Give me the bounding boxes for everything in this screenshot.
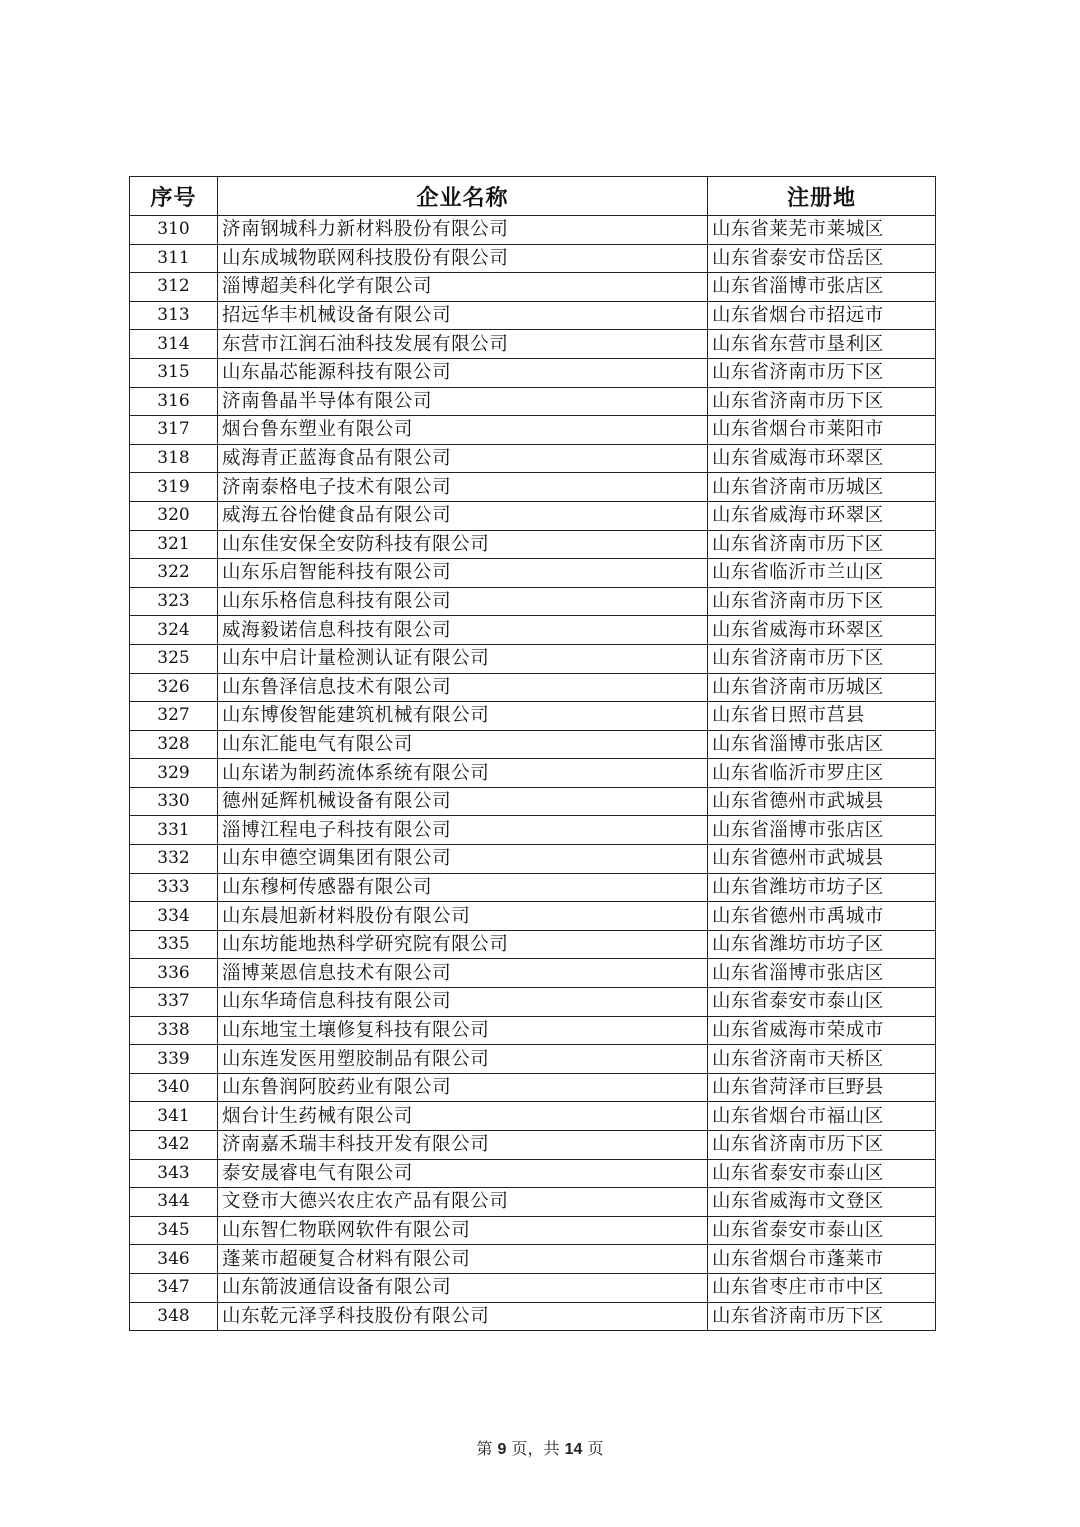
row-registered-location: 山东省济南市历下区 [708, 587, 936, 616]
row-registered-location: 山东省枣庄市市中区 [708, 1273, 936, 1302]
row-registered-location: 山东省济南市天桥区 [708, 1045, 936, 1074]
table-row [130, 1131, 936, 1160]
row-serial-number: 335 [130, 930, 218, 959]
row-company-name: 东营市江润石油科技发展有限公司 [218, 330, 708, 359]
table-row [130, 559, 936, 588]
table-header-row [130, 177, 936, 216]
row-registered-location: 山东省淄博市张店区 [708, 959, 936, 988]
row-serial-number: 347 [130, 1273, 218, 1302]
row-company-name: 山东汇能电气有限公司 [218, 730, 708, 759]
table-row [130, 501, 936, 530]
row-serial-number: 323 [130, 587, 218, 616]
row-registered-location: 山东省泰安市泰山区 [708, 988, 936, 1017]
row-registered-location: 山东省泰安市泰山区 [708, 1159, 936, 1188]
row-company-name: 山东申德空调集团有限公司 [218, 845, 708, 874]
footer-suffix: 页 [582, 1439, 604, 1458]
row-serial-number: 339 [130, 1045, 218, 1074]
row-serial-number: 326 [130, 673, 218, 702]
row-serial-number: 313 [130, 301, 218, 330]
row-registered-location: 山东省临沂市兰山区 [708, 559, 936, 588]
table-row [130, 702, 936, 731]
row-company-name: 山东中启计量检测认证有限公司 [218, 644, 708, 673]
row-registered-location: 山东省威海市文登区 [708, 1188, 936, 1217]
row-company-name: 文登市大德兴农庄农产品有限公司 [218, 1188, 708, 1217]
row-registered-location: 山东省莱芜市莱城区 [708, 216, 936, 245]
row-serial-number: 328 [130, 730, 218, 759]
row-company-name: 淄博超美科化学有限公司 [218, 273, 708, 302]
row-company-name: 威海青正蓝海食品有限公司 [218, 444, 708, 473]
row-company-name: 山东地宝土壤修复科技有限公司 [218, 1016, 708, 1045]
table-row [130, 416, 936, 445]
table-row [130, 1159, 936, 1188]
table-row [130, 730, 936, 759]
table-row [130, 1073, 936, 1102]
row-company-name: 山东诺为制药流体系统有限公司 [218, 759, 708, 788]
row-registered-location: 山东省淄博市张店区 [708, 730, 936, 759]
row-company-name: 山东乾元泽孚科技股份有限公司 [218, 1302, 708, 1331]
table-body [130, 216, 936, 1331]
table-row [130, 673, 936, 702]
table-row [130, 216, 936, 245]
row-serial-number: 342 [130, 1131, 218, 1160]
row-company-name: 淄博江程电子科技有限公司 [218, 816, 708, 845]
row-company-name: 山东鲁泽信息技术有限公司 [218, 673, 708, 702]
row-company-name: 威海毅诺信息科技有限公司 [218, 616, 708, 645]
table-row [130, 444, 936, 473]
row-serial-number: 340 [130, 1073, 218, 1102]
row-serial-number: 329 [130, 759, 218, 788]
row-serial-number: 320 [130, 501, 218, 530]
row-company-name: 山东连发医用塑胶制品有限公司 [218, 1045, 708, 1074]
table-row [130, 988, 936, 1017]
row-registered-location: 山东省泰安市岱岳区 [708, 244, 936, 273]
table-row [130, 273, 936, 302]
table-row [130, 902, 936, 931]
row-serial-number: 330 [130, 787, 218, 816]
row-serial-number: 332 [130, 845, 218, 874]
row-serial-number: 318 [130, 444, 218, 473]
row-company-name: 济南泰格电子技术有限公司 [218, 473, 708, 502]
row-serial-number: 315 [130, 358, 218, 387]
row-serial-number: 338 [130, 1016, 218, 1045]
footer-middle: 页，共 [506, 1439, 565, 1458]
table-row [130, 930, 936, 959]
row-registered-location: 山东省济南市历城区 [708, 673, 936, 702]
row-company-name: 山东智仁物联网软件有限公司 [218, 1216, 708, 1245]
table-row [130, 301, 936, 330]
row-registered-location: 山东省济南市历下区 [708, 530, 936, 559]
table-row [130, 1016, 936, 1045]
row-registered-location: 山东省德州市武城县 [708, 845, 936, 874]
table-row [130, 1045, 936, 1074]
header-serial-number: 序号 [130, 177, 218, 216]
row-serial-number: 324 [130, 616, 218, 645]
footer-page-number: 9 [497, 1441, 507, 1458]
row-registered-location: 山东省淄博市张店区 [708, 273, 936, 302]
header-company-name: 企业名称 [218, 177, 708, 216]
row-serial-number: 327 [130, 702, 218, 731]
row-serial-number: 319 [130, 473, 218, 502]
row-registered-location: 山东省威海市荣成市 [708, 1016, 936, 1045]
row-company-name: 山东晨旭新材料股份有限公司 [218, 902, 708, 931]
table-row [130, 530, 936, 559]
row-registered-location: 山东省济南市历下区 [708, 1131, 936, 1160]
row-registered-location: 山东省济南市历下区 [708, 644, 936, 673]
row-registered-location: 山东省威海市环翠区 [708, 444, 936, 473]
row-company-name: 威海五谷怡健食品有限公司 [218, 501, 708, 530]
table-row [130, 473, 936, 502]
row-registered-location: 山东省威海市环翠区 [708, 501, 936, 530]
row-registered-location: 山东省日照市莒县 [708, 702, 936, 731]
row-serial-number: 312 [130, 273, 218, 302]
table-row [130, 330, 936, 359]
table-row [130, 1188, 936, 1217]
row-serial-number: 311 [130, 244, 218, 273]
row-serial-number: 345 [130, 1216, 218, 1245]
row-registered-location: 山东省德州市禹城市 [708, 902, 936, 931]
row-serial-number: 325 [130, 644, 218, 673]
table-row [130, 358, 936, 387]
table-row [130, 587, 936, 616]
row-registered-location: 山东省东营市垦利区 [708, 330, 936, 359]
table-row [130, 1273, 936, 1302]
table-row [130, 1302, 936, 1331]
row-company-name: 山东穆柯传感器有限公司 [218, 873, 708, 902]
table-row [130, 845, 936, 874]
row-company-name: 泰安晟睿电气有限公司 [218, 1159, 708, 1188]
row-serial-number: 331 [130, 816, 218, 845]
row-company-name: 山东坊能地热科学研究院有限公司 [218, 930, 708, 959]
table-row [130, 1245, 936, 1274]
row-registered-location: 山东省烟台市福山区 [708, 1102, 936, 1131]
row-registered-location: 山东省济南市历城区 [708, 473, 936, 502]
row-company-name: 蓬莱市超硬复合材料有限公司 [218, 1245, 708, 1274]
table-row [130, 959, 936, 988]
row-registered-location: 山东省济南市历下区 [708, 1302, 936, 1331]
page-footer [0, 1436, 1080, 1459]
row-company-name: 山东博俊智能建筑机械有限公司 [218, 702, 708, 731]
header-registered-location: 注册地 [708, 177, 936, 216]
row-serial-number: 310 [130, 216, 218, 245]
row-registered-location: 山东省临沂市罗庄区 [708, 759, 936, 788]
row-serial-number: 316 [130, 387, 218, 416]
row-company-name: 山东鲁润阿胶药业有限公司 [218, 1073, 708, 1102]
row-company-name: 烟台计生药械有限公司 [218, 1102, 708, 1131]
row-serial-number: 314 [130, 330, 218, 359]
table-row [130, 244, 936, 273]
row-serial-number: 334 [130, 902, 218, 931]
row-company-name: 济南钢城科力新材料股份有限公司 [218, 216, 708, 245]
row-serial-number: 346 [130, 1245, 218, 1274]
row-serial-number: 322 [130, 559, 218, 588]
table-row [130, 787, 936, 816]
table-row [130, 759, 936, 788]
row-registered-location: 山东省泰安市泰山区 [708, 1216, 936, 1245]
row-registered-location: 山东省烟台市莱阳市 [708, 416, 936, 445]
footer-total-pages: 14 [564, 1441, 583, 1458]
table-row [130, 387, 936, 416]
row-serial-number: 333 [130, 873, 218, 902]
table-row [130, 616, 936, 645]
row-serial-number: 343 [130, 1159, 218, 1188]
row-registered-location: 山东省潍坊市坊子区 [708, 930, 936, 959]
row-company-name: 济南鲁晶半导体有限公司 [218, 387, 708, 416]
row-company-name: 德州延辉机械设备有限公司 [218, 787, 708, 816]
row-serial-number: 336 [130, 959, 218, 988]
row-serial-number: 337 [130, 988, 218, 1017]
row-serial-number: 317 [130, 416, 218, 445]
row-company-name: 山东箭波通信设备有限公司 [218, 1273, 708, 1302]
row-company-name: 山东华琦信息科技有限公司 [218, 988, 708, 1017]
row-registered-location: 山东省淄博市张店区 [708, 816, 936, 845]
row-company-name: 山东晶芯能源科技有限公司 [218, 358, 708, 387]
table-row [130, 816, 936, 845]
row-company-name: 淄博莱恩信息技术有限公司 [218, 959, 708, 988]
table-row [130, 644, 936, 673]
row-registered-location: 山东省德州市武城县 [708, 787, 936, 816]
row-registered-location: 山东省济南市历下区 [708, 387, 936, 416]
row-company-name: 济南嘉禾瑞丰科技开发有限公司 [218, 1131, 708, 1160]
row-serial-number: 321 [130, 530, 218, 559]
row-serial-number: 341 [130, 1102, 218, 1131]
row-company-name: 山东乐启智能科技有限公司 [218, 559, 708, 588]
table-row [130, 1102, 936, 1131]
row-registered-location: 山东省济南市历下区 [708, 358, 936, 387]
row-company-name: 烟台鲁东塑业有限公司 [218, 416, 708, 445]
row-registered-location: 山东省烟台市蓬莱市 [708, 1245, 936, 1274]
enterprise-table [129, 176, 936, 1331]
row-registered-location: 山东省菏泽市巨野县 [708, 1073, 936, 1102]
row-registered-location: 山东省潍坊市坊子区 [708, 873, 936, 902]
row-registered-location: 山东省烟台市招远市 [708, 301, 936, 330]
footer-prefix: 第 [476, 1439, 498, 1458]
row-company-name: 山东成城物联网科技股份有限公司 [218, 244, 708, 273]
table-row [130, 873, 936, 902]
row-company-name: 山东佳安保全安防科技有限公司 [218, 530, 708, 559]
row-registered-location: 山东省威海市环翠区 [708, 616, 936, 645]
row-serial-number: 348 [130, 1302, 218, 1331]
row-company-name: 山东乐格信息科技有限公司 [218, 587, 708, 616]
row-serial-number: 344 [130, 1188, 218, 1217]
table-row [130, 1216, 936, 1245]
row-company-name: 招远华丰机械设备有限公司 [218, 301, 708, 330]
